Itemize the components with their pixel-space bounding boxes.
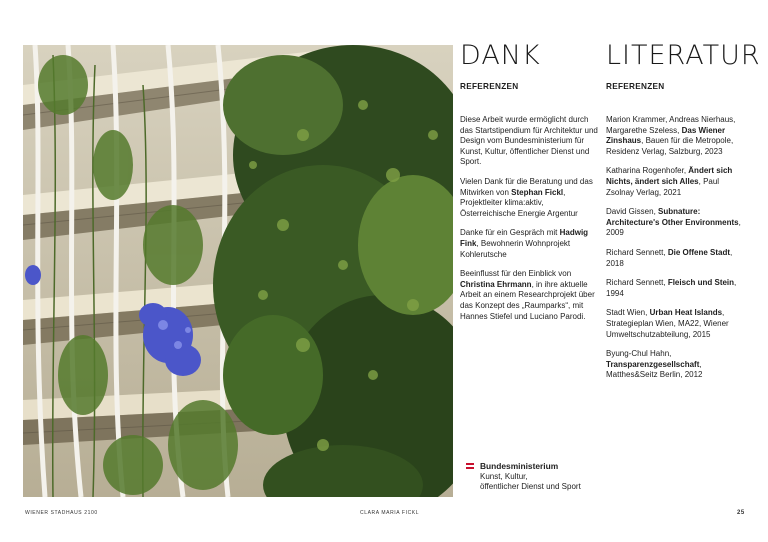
- left-paragraph: [460, 115, 600, 168]
- thanks-subheading: REFERENZEN: [460, 82, 519, 91]
- literature-paragraphs: [606, 115, 748, 381]
- left-paragraph: [460, 228, 600, 260]
- left-text: Diese Arbeit wurde ermöglicht durch das Startstipendium für Architektur und Design vom Bundesministerium für Kunst, Kultur, öffentlicher Dienst und Sport.: [460, 115, 598, 167]
- literature-heading: LITERATUR: [606, 40, 761, 71]
- right-text: Marion Krammer, Andreas Nierhaus, Margarethe Szeless,: [606, 115, 736, 135]
- left-bold-text: Stephan Fickl: [511, 187, 564, 197]
- right-paragraph: [606, 207, 748, 239]
- footer-author: CLARA MARIA FICKL: [360, 510, 420, 516]
- ministry-logo: [466, 461, 646, 493]
- left-text: Danke für ein Gespräch mit: [460, 228, 560, 238]
- right-bold-text: Das Wiener Zinshaus: [606, 125, 726, 146]
- left-paragraph: [460, 177, 600, 219]
- right-paragraph: [606, 115, 748, 157]
- left-text: Vielen Dank für die Beratung und das Mitwirken von: [460, 176, 593, 197]
- right-text: Stadt Wien,: [606, 308, 650, 318]
- ministry-line3: öffentlicher Dienst und Sport: [480, 482, 581, 491]
- right-paragraph: [606, 278, 748, 299]
- facade-illustration: [23, 45, 453, 497]
- right-text: , 2018: [606, 247, 733, 268]
- left-bold-text: Hadwig Fink: [460, 228, 589, 248]
- flag-stripe: [466, 467, 474, 469]
- right-bold-text: Die Offene Stadt: [667, 247, 731, 257]
- right-text: Byung-Chul Hahn,: [606, 349, 672, 359]
- right-bold-text: Subnature: Architecture's Other Environments: [606, 207, 739, 227]
- right-text: , 1994: [606, 278, 737, 298]
- thanks-column: [460, 40, 600, 331]
- literature-column: [606, 40, 761, 390]
- right-text: , Paul Zsolnay Verlag, 2021: [606, 176, 720, 197]
- right-bold-text: Transparenzgesellschaft: [606, 359, 700, 369]
- austrian-flag-icon: [466, 463, 474, 469]
- left-text: Beeinflusst für den Einblick von: [460, 269, 572, 279]
- page-number: 25: [737, 510, 745, 516]
- thanks-paragraphs: [460, 115, 600, 322]
- right-paragraph: [606, 166, 748, 198]
- literature-subheading: REFERENZEN: [606, 82, 665, 91]
- right-paragraph: [606, 349, 748, 381]
- footer-title: WIENER STADHAUS 2100: [25, 510, 98, 516]
- right-bold-text: Fleisch und Stein: [667, 278, 735, 288]
- left-text: , in ihre aktuelle Arbeit an einem Researchprojekt über das Konzept des „Raumparks“, mit Hannes Stiefel und Luciano Parodi.: [460, 279, 595, 321]
- left-paragraph: [460, 269, 600, 322]
- right-text: David Gissen,: [606, 207, 659, 217]
- right-text: Richard Sennett,: [606, 278, 668, 288]
- right-paragraph: [606, 308, 748, 340]
- right-text: , Bauen für die Metropole, Residenz Verlag, Salzburg, 2023: [606, 136, 734, 156]
- right-text: , Matthes&Seitz Berlin, 2012: [606, 359, 703, 380]
- left-text: , Projektleiter klima:aktiv, Österreichische Energie Argentur: [460, 187, 578, 218]
- right-bold-text: Ändert sich Nichts, ändert sich Alles: [606, 166, 733, 186]
- left-text: , Bewohnerin Wohnprojekt Kohlerutsche: [460, 238, 571, 259]
- thanks-heading: DANK: [460, 40, 541, 71]
- right-text: Katharina Rogenhofer,: [606, 166, 689, 176]
- ministry-name: Bundesministerium: [480, 461, 559, 471]
- right-text: Richard Sennett,: [606, 247, 668, 257]
- left-bold-text: Christina Ehrmann: [460, 279, 532, 289]
- green-facade-photo: [23, 45, 453, 497]
- right-bold-text: Urban Heat Islands: [649, 308, 723, 318]
- right-text: , Strategieplan Wien, MA22, Wiener Umweltschutzabteilung, 2015: [606, 308, 729, 339]
- right-paragraph: [606, 248, 748, 269]
- right-text: , 2009: [606, 217, 741, 238]
- ministry-line2: Kunst, Kultur,: [480, 471, 528, 481]
